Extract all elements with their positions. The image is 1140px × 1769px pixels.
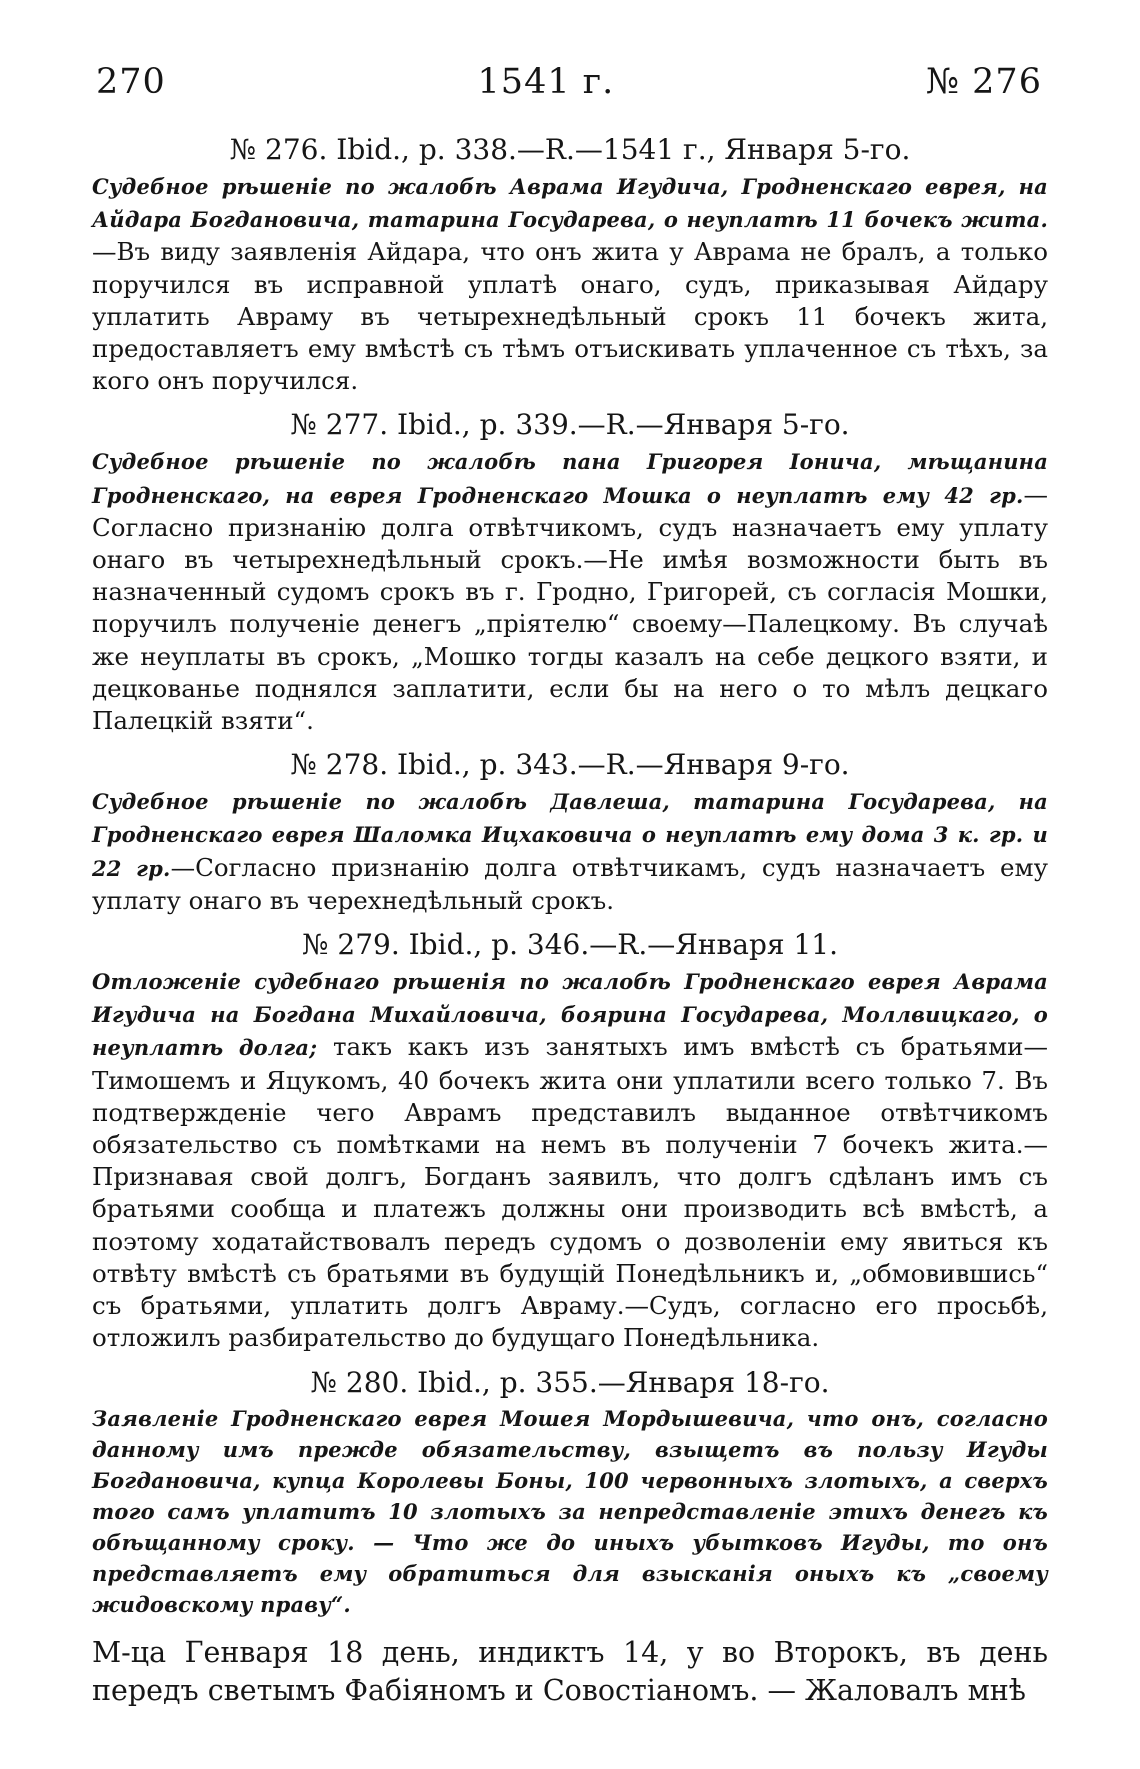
document-text: М-ца Генваря 18 день, индиктъ 14, у во Второкъ, въ день передъ светымъ Фабіяномъ и Совостіаномъ. — Жаловалъ мнѣ (92, 1635, 1048, 1707)
entry-279 (92, 917, 1048, 1354)
document-number: № 276 (925, 62, 1042, 102)
entry-heading: № 279. Ibid., p. 346.—R.—Января 11. (301, 928, 838, 962)
entry-body (92, 785, 1048, 917)
entry-body (92, 445, 1048, 737)
entry-text: —Въ виду заявленія Айдара, что онъ жита у Аврама не бралъ, а только поручился въ исправной уплатѣ онаго, судъ, приказывая Айдару уплатить Авраму въ четырехнедѣльный срокъ 11 бочекъ жита, предоставляетъ ему вмѣстѣ съ тѣмъ отъискивать уплаченное съ тѣхъ, за кого онъ поручился. (92, 237, 1048, 396)
entry-text: —Согласно признанію долга отвѣтчикомъ, судъ назначаетъ ему уплату онаго въ четырехнедѣльный срокъ.—Не имѣя возможности быть въ назначенный судомъ срокъ въ г. Гродно, Григорей, съ согласія Мошки, поручилъ полученіе денегъ „пріятелю“ своему—Палецкому. Въ случаѣ же неуплаты въ срокъ, „Мошко тогды казалъ на себе децкого взяти, и децкованье поднялся заплатити, если бы на него о то мѣлъ децкаго Палецкій взяти“. (92, 479, 1048, 736)
entry-summary: Судебное рѣшеніе по жалобѣ пана Григорея Іонича, мѣщанина Гродненскаго, на еврея Гродненскаго Мошка о неуплатѣ ему 42 гр. (92, 449, 1048, 508)
entry-body (92, 965, 1048, 1354)
entry-heading: № 277. Ibid., p. 339.—R.—Января 5-го. (290, 408, 850, 442)
entry-summary: Судебное рѣшеніе по жалобѣ Аврама Игудича, Гродненскаго еврея, на Айдара Богдановича, татарина Государева, о неуплатѣ 11 бочекъ жита. (92, 174, 1048, 233)
entry-summary: Заявленіе Гродненскаго еврея Мошея Мордышевича, что онъ, согласно данному имъ прежде обязательству, взыщетъ въ пользу Игуды Богдановича, купца Королевы Боны, 100 червонныхъ злотыхъ, а сверхъ того самъ уплатитъ 10 злотыхъ за непредставленіе этихъ денегъ къ обѣщанному сроку. — Что же до иныхъ убытковъ Игуды, то онъ представляетъ ему обратиться для взысканія оныхъ къ „своему жидовскому праву“. (92, 1405, 1048, 1617)
entry-summary: Отложеніе судебнаго рѣшенія по жалобѣ Гродненскаго еврея Аврама Игудича на Богдана Михайловича, боярина Государева, Моллвицкаго, о неуплатѣ долга; (92, 969, 1048, 1061)
year-heading: 1541 г. (477, 62, 615, 102)
entry-text: такъ какъ изъ занятыхъ имъ вмѣстѣ съ братьями—Тимошемъ и Яцукомъ, 40 бочекъ жита они уплатили всего только 7. Въ подтвержденіе чего Аврамъ представилъ выданное отвѣтчикомъ обязательство съ помѣтками на немъ въ полученіи 7 бочекъ жита.—Признавая свой долгъ, Богданъ заявилъ, что долгъ сдѣланъ имъ съ братьями сообща и платежъ должны они производить всѣ вмѣстѣ, а поэтому ходатайствовалъ передъ судомъ о дозволеніи ему явиться къ отвѣту вмѣстѣ съ братьями въ будущій Понедѣльникъ и, „обмовившись“ съ братьями, уплатить долгъ Авраму.—Судъ, согласно его просьбѣ, отложилъ разбирательство до будущаго Понедѣльника. (92, 1032, 1048, 1353)
entry-heading: № 278. Ibid., p. 343.—R.—Января 9-го. (290, 748, 850, 782)
entry-276 (92, 116, 1048, 397)
entry-heading: № 276. Ibid., p. 338.—R.—1541 г., Января 5-го. (229, 133, 911, 166)
entry-277 (92, 397, 1048, 737)
entry-body (92, 170, 1048, 397)
entry-280 (92, 1355, 1048, 1620)
entry-body (92, 1403, 1048, 1620)
entry-heading: № 280. Ibid., p. 355.—Января 18-го. (310, 1365, 830, 1399)
entry-summary: Судебное рѣшеніе по жалобѣ Давлеша, татарина Государева, на Гродненскаго еврея Шаломка Ицхаковича о неуплатѣ ему дома 3 к. гр. и 22 гр. (92, 789, 1048, 881)
running-head (92, 62, 1048, 116)
page-number: 270 (96, 62, 166, 102)
entry-text: —Согласно признанію долга отвѣтчикамъ, судъ назначаетъ ему уплату онаго въ черехнедѣльный срокъ. (92, 852, 1048, 915)
entry-278 (92, 737, 1048, 917)
